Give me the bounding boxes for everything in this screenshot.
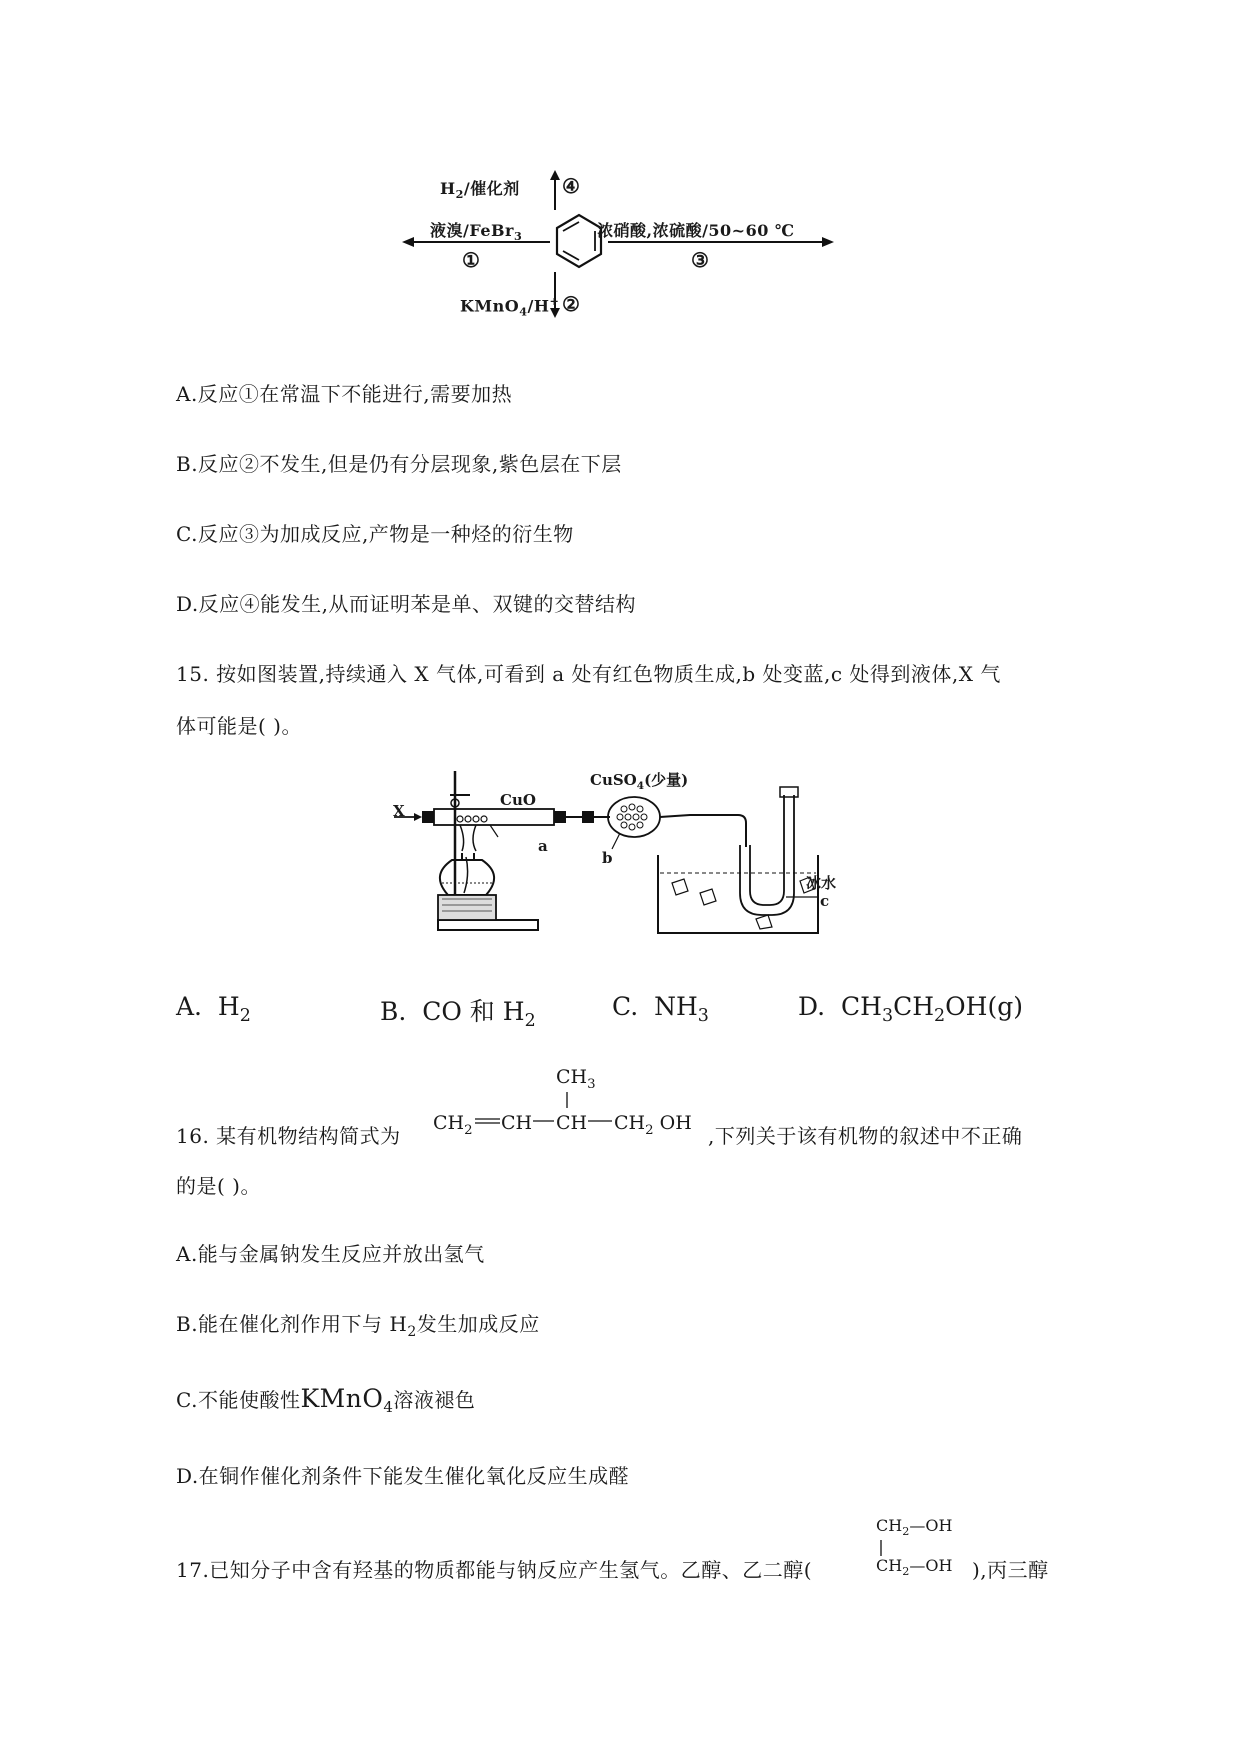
apparatus-cuo-label: CuO <box>500 791 536 809</box>
q15-option-a: A. $H_2$ <box>176 992 251 1026</box>
r3-reagent: 浓硝酸,浓硫酸/50~60 ℃ <box>597 221 795 240</box>
q17-stem-end: ),丙三醇 <box>972 1558 1049 1582</box>
apparatus-b-label: b <box>602 849 613 867</box>
r2-number: ② <box>562 292 581 316</box>
glycol-top: $CH_2—OH$ <box>876 1516 953 1539</box>
q15-option-b: B. CO 和 $H_2$ <box>380 997 536 1031</box>
q16-option-b: B.能在催化剂作用下与 $H_2$发生加成反应 <box>176 1312 540 1340</box>
q16-option-a: A.能与金属钠发生反应并放出氢气 <box>176 1242 485 1266</box>
apparatus-x-label: X <box>393 802 405 820</box>
q14-option-d: D.反应④能发生,从而证明苯是单、双键的交替结构 <box>176 592 637 616</box>
r4-reagent: $H_2/$催化剂 <box>440 179 520 202</box>
glycol-bottom: $CH_2—OH$ <box>876 1556 953 1579</box>
benzene-ring <box>557 215 601 267</box>
q15-option-d: D. $CH_3CH_2OH(g)$ <box>798 992 1023 1026</box>
q16-option-c: C.不能使酸性KMnO$_4$溶液褪色 <box>176 1384 476 1416</box>
structure-ch2-double: $CH_2$ <box>433 1112 473 1138</box>
r2-reagent: KMnO$_4$/H+ <box>460 294 560 319</box>
structure-ch2oh: $CH_2$ OH <box>614 1112 692 1138</box>
q14-option-a: A.反应①在常温下不能进行,需要加热 <box>176 382 513 406</box>
r1-reagent: 液溴/FeBr$_3$ <box>430 221 523 244</box>
q14-option-b: B.反应②不发生,但是仍有分层现象,紫色层在下层 <box>176 452 622 476</box>
q14-option-c: C.反应③为加成反应,产物是一种烃的衍生物 <box>176 522 574 546</box>
structure-ch-2: CH <box>556 1112 588 1134</box>
q17-stem-start: 17.已知分子中含有羟基的物质都能与钠反应产生氢气。乙醇、乙二醇( <box>176 1558 813 1582</box>
r4-number: ④ <box>562 174 581 198</box>
structure-ch-1: CH <box>501 1112 533 1134</box>
q16-option-d: D.在铜作催化剂条件下能发生催化氧化反应生成醛 <box>176 1464 630 1488</box>
structure-ch3: $CH_3$ <box>556 1066 596 1092</box>
apparatus-a-label: a <box>538 837 548 855</box>
apparatus-c-label: c <box>820 892 830 910</box>
r1-number: ① <box>462 248 481 272</box>
q16-stem-line2: 的是( )。 <box>176 1174 261 1198</box>
q15-stem-line2: 体可能是( )。 <box>176 714 302 738</box>
apparatus-cuso4-label: CuSO$_4$(少量) <box>590 771 689 792</box>
q16-stem-end: ,下列关于该有机物的叙述中不正确 <box>708 1124 1023 1148</box>
apparatus-icewater-label: 冰水 <box>806 874 837 892</box>
q16-stem-start: 16. 某有机物结构简式为 <box>176 1124 401 1148</box>
q15-option-c: C. $NH_3$ <box>612 992 709 1026</box>
r3-number: ③ <box>691 248 710 272</box>
q15-stem-line1: 15. 按如图装置,持续通入 X 气体,可看到 a 处有红色物质生成,b 处变蓝,c 处得到液体,X 气 <box>176 662 1001 686</box>
